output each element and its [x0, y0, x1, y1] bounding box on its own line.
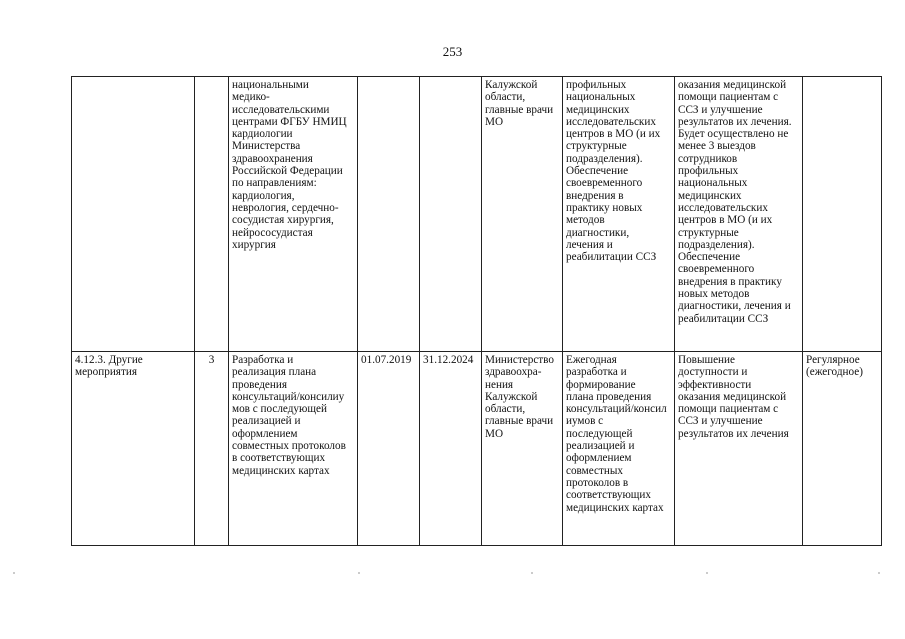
scan-artifact: [706, 572, 708, 574]
activity-cell: 4.12.3. Другие мероприятия: [72, 352, 195, 546]
end-date-cell: [420, 77, 482, 352]
result-cell: профильных национальных медицинских исследовательских центров в МО (и их структурные подразделения). Обеспечение своевременного внедрения в практику новых методов диагностики, лечения и реабилитации ССЗ: [563, 77, 675, 352]
content-cell: национальными медико- исследовательскими центрами ФГБУ НМИЦ кардиологии Министерства здравоохранения Российской Федерации по направлениям: кардиология, неврология, сердечно- сосудистая хирургия, нейрососудистая хирургия: [229, 77, 358, 352]
result-cell: Ежегодная разработка и формирование плана проведения консультаций/консил иумов с последующей реализацией и оформлением совместных протоколов в соответствующих медицинских картах: [563, 352, 675, 546]
indicator-cell: оказания медицинской помощи пациентам с ССЗ и улучшение результатов их лечения. Будет осуществлено не менее 3 выездов сотрудников профильных национальных медицинских исследовательских центров в МО (и их структурные подразделения). Обеспечение своевременного внедрения в практику новых методов диагностики, лечения и реабилитации ССЗ: [675, 77, 803, 352]
content-cell: Разработка и реализация плана проведения консультаций/консилиу мов с последующей реализацией и оформлением совместных протоколов в соответствующих медицинских картах: [229, 352, 358, 546]
table-row-4-12-3: [72, 352, 882, 546]
periodicity-cell: Регулярное (ежегодное): [803, 352, 882, 546]
activity-cell: [72, 77, 195, 352]
responsible-cell: Министерство здравоохра- нения Калужской области, главные врачи МО: [482, 352, 563, 546]
scan-artifact: [13, 572, 15, 574]
start-date-cell: 01.07.2019: [358, 352, 420, 546]
number-cell: [195, 77, 229, 352]
start-date-cell: [358, 77, 420, 352]
periodicity-cell: [803, 77, 882, 352]
page-number: 253: [442, 44, 463, 59]
indicator-cell: Повышение доступности и эффективности оказания медицинской помощи пациентам с ССЗ и улучшение результатов их лечения: [675, 352, 803, 546]
scan-artifact: [878, 572, 880, 574]
table-row-continued: [72, 77, 882, 352]
measures-table: [71, 76, 882, 546]
scan-artifact: [358, 572, 360, 574]
responsible-cell: Калужской области, главные врачи МО: [482, 77, 563, 352]
number-cell: 3: [195, 352, 229, 546]
scan-artifact: [531, 572, 533, 574]
end-date-cell: 31.12.2024: [420, 352, 482, 546]
